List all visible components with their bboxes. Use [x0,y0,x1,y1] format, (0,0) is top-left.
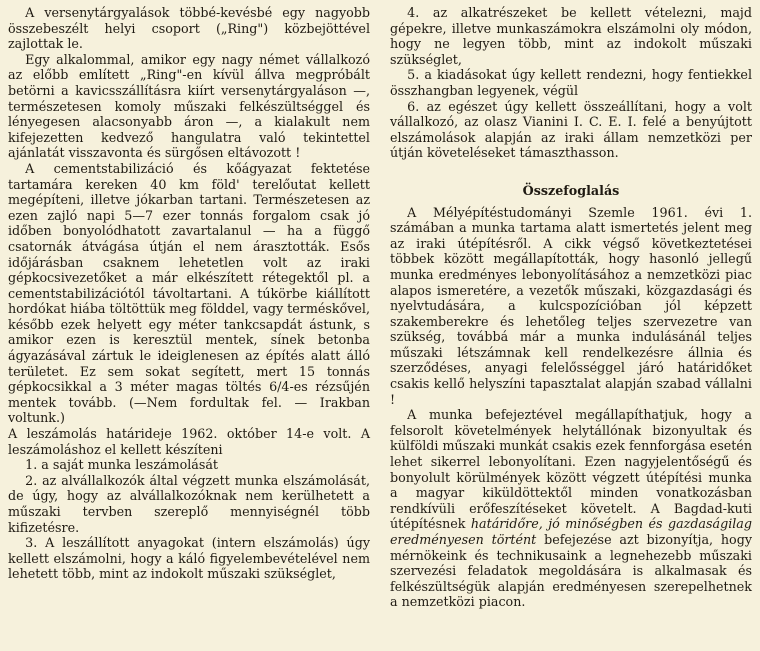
paragraph: A versenytárgyalások többé-kevésbé egy nagyobb összebeszélt helyi csoport („Ring") közbejöttével zajlottak le. [8,5,370,52]
list-item: 1. a saját munka leszámolását [25,457,219,473]
paragraph: Egy alkalommal, amikor egy nagy német vállalkozó az előbb említett „Ring"-en kívül állva megpróbált betörni a kavicsszállításra kiírt versenytárgyaláson —, természetesen komoly műszaki felkészültséggel és lényegesen alacsonyabb áron —, a kialakult nem kifejezetten kedvező hangulatra való tekintettel ajánlatát visszavonta és sürgősen eltávozott ! [8,51,370,161]
summary-text-end: befejezése azt bizonyítja, hogy mérnökeink és technikusaink a legnehezebb műszaki szervezési feladatok megoldására is alkalmasak és felkészültségük alapján eredményesen szerepelhetnek a nemzetközi piacon. [390,532,752,610]
left-column [8,5,370,651]
section-heading: Összefoglalás [522,182,620,198]
summary-text-start: A munka befejeztével megállapíthatjuk, hogy a felsorolt követelmények helytállónak bizonyultak és külföldi műszaki munkát csakis ezek fennforgása esetén lehet sikerrel lebonyolítani. Ezen nagyjelentőségű és bonyolult körülmények között végzett útépítési munka a magyar kiküldöttektől minden vonatkozásban rendkívüli erőfeszítéseket követelt. A Bagdad-kuti útépítésnek [390,407,752,532]
list-item: 4. az alkatrészeket be kellett vételezni, majd gépekre, illetve munkaszámokra elszámolni oly módon, hogy ne legyen több, mint az indokolt műszaki szükséglet, [390,5,752,67]
summary-paragraph: A Mélyépítéstudományi Szemle 1961. évi 1. számában a munka tartama alatt ismertetés jelent meg az iraki útépítésről. A cikk végső következtetései többek között megállapították, hogy hasonló jellegű munka eredményes lebonyolításához a nemzetközi piac alapos ismeretére, a vezetők műszaki, közgazdasági és nyelvtudására, a kulcspozícióban jól képzett szakemberekre és lehetőleg teljes szervezetre van szükség, továbbá már a munka indulásánál teljes műszaki létszámnak kell rendelkezésre állnia és szerződéses, anyagi felelősséggel járó határidőket csakis kellő helyszíni tapasztalat alapján szabad vállalni ! [390,204,752,407]
paragraph: A cementstabilizáció és kőágyazat fektetése tartamára kereken 40 km föld' terelőutat kellett megépíteni, illetve jókarban tartani. Természetesen az ezen zajló napi 5—7 ezer tonnás forgalom csak jó időben bonyolódhatott zavartalanul — ha a függő csatornák átvágása útján el nem árasztották. Esős időjárásban csaknem lehetetlen volt az iraki gépkocsivezetőket a már elkészített rétegektől pl. a cementstabilizációtól távoltartani. A túkörbe kiállított hordókat hiába töltöttük meg földdel, vagy terméskővel, később ezek helyett egy méter tankcsapdát ástunk, s amikor ezen is keresztül mentek, sínek betonba ágyazásával zártuk le ideiglenesen az építés alatt álló területet. Ez sem sokat segített, mert 15 tonnás gépkocsikkal a 3 méter magas töltés 6/4-es rézsűjén mentek tovább. (—Nem fordultak fel. — Irakban voltunk.) [8,160,370,426]
list-item: 2. az alvállalkozók által végzett munka elszámolását, de úgy, hogy az alvállalkozóknak nem kerülhetett a műszaki tervben szereplő mennyiségnél több kifizetésre. [8,472,370,535]
paragraph: A leszámolás határideje 1962. október 14-e volt. A leszámoláshoz el kellett készíteni [8,426,370,457]
list-item: 3. A leszállított anyagokat (intern elszámolás) úgy kellett elszámolni, hogy a káló figyelembevételével nem lehetett több, mint az indokolt műszaki szükséglet, [8,535,370,582]
right-column [390,5,752,651]
emphasis-text: határidőre, jó minőségben és gazdaságilag eredményesen történt [390,516,752,547]
list-item: 6. az egészet úgy kellett összeállítani, hogy a volt vállalkozó, az olasz Vianini I. C. E. I. felé a benyújtott elszámolások alapján az iraki állam nemzetközi per útján követeléseket támaszthasson. [390,98,752,161]
summary-paragraph [390,407,752,610]
list-item: 5. a kiadásokat úgy kellett rendezni, hogy fentiekkel összhangban legyenek, végül [390,67,752,98]
